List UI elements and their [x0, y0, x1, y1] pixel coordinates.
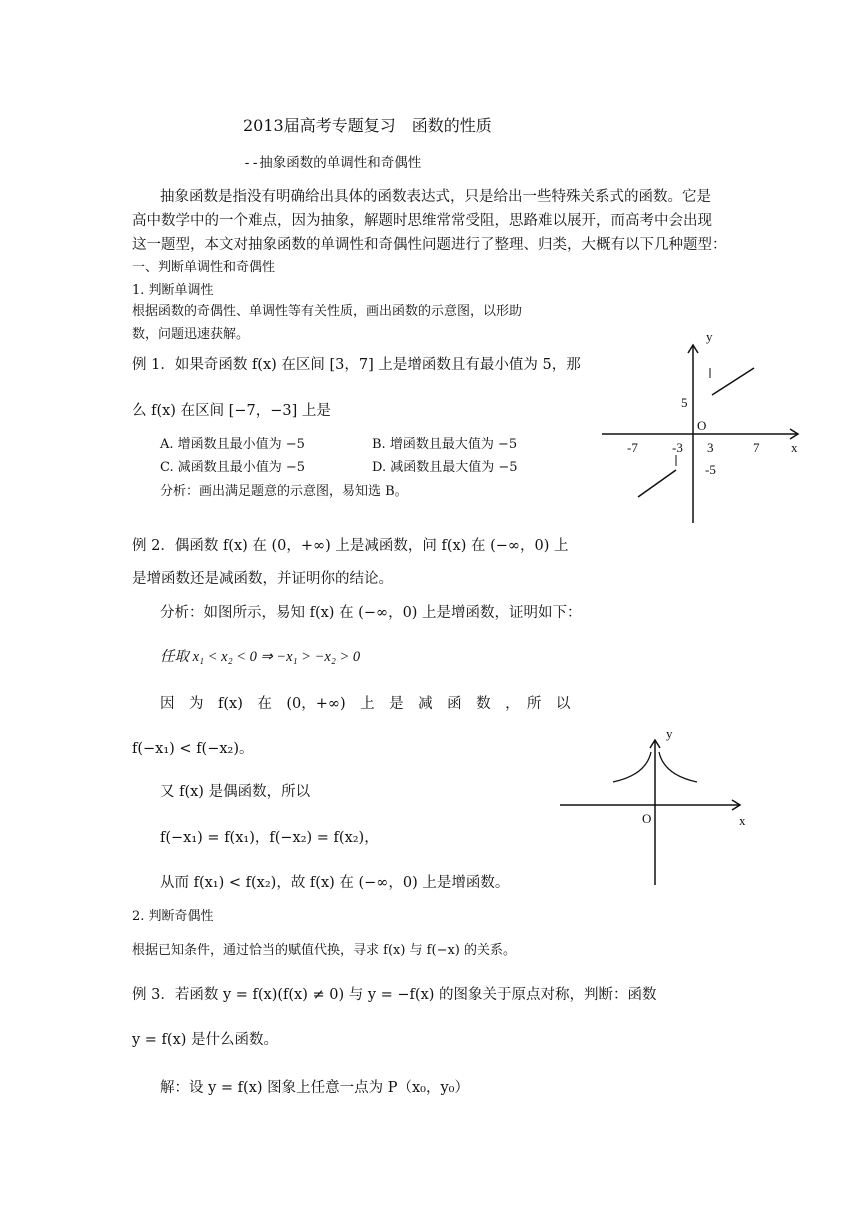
- fig1-x-label: x: [791, 440, 798, 455]
- fig1-segment-positive: [712, 368, 754, 395]
- example-2-step-3: 又 f(x) 是偶函数，所以: [160, 784, 311, 800]
- fig1-tick-label-neg3: -3: [672, 440, 683, 455]
- section-heading-1: 一、判断单调性和奇偶性: [132, 260, 276, 275]
- example-1-line-2: 么 f(x) 在区间 [−7，−3] 上是: [132, 403, 331, 419]
- example-1-option-b: B. 增函数且最大值为 −5: [372, 437, 518, 452]
- example-2-step-1: 任取 x₁ < x₂ < 0 ⇒ −x₁ > −x₂ > 0: [160, 649, 361, 665]
- page-subtitle: --抽象函数的单调性和奇偶性: [243, 155, 422, 171]
- intro-line-3: 这一题型，本文对抽象函数的单调性和奇偶性问题进行了整理、归类，大概有以下几种题型：: [132, 237, 727, 253]
- fig2-curve-left: [613, 752, 651, 782]
- subsection-desc-1b: 数，问题迅速获解。: [132, 327, 250, 342]
- page-title: 2013届高考专题复习 函数的性质: [243, 116, 492, 135]
- intro-line-1: 抽象函数是指没有明确给出具体的函数表达式，只是给出一些特殊关系式的函数。它是: [160, 189, 711, 205]
- example-1-option-a: A. 增函数且最小值为 −5: [160, 437, 305, 452]
- fig2-y-label: y: [666, 726, 673, 741]
- example-2-step-2a: 因 为 f(x) 在 (0，+∞) 上 是 减 函 数 ， 所 以: [160, 696, 571, 712]
- subsection-desc-1a: 根据函数的奇偶性、单调性等有关性质，画出函数的示意图，以形助: [132, 304, 523, 319]
- example-2-step-5: 从而 f(x₁) < f(x₂)，故 f(x) 在 (−∞，0) 上是增函数。: [160, 875, 510, 891]
- fig1-origin-label: O: [697, 418, 707, 433]
- fig1-tick-label-5: 5: [681, 395, 688, 410]
- fig1-tick-label-3: 3: [707, 440, 714, 455]
- subsection-heading-1: 1. 判断单调性: [132, 283, 214, 298]
- example-3-solution: 解：设 y = f(x) 图象上任意一点为 P（x₀，y₀）: [160, 1080, 469, 1096]
- subsection-desc-2: 根据已知条件，通过恰当的赋值代换，寻求 f(x) 与 f(−x) 的关系。: [132, 943, 516, 958]
- fig1-tick-label-7: 7: [753, 440, 760, 455]
- example-3-line-1: 例 3．若函数 y = f(x)(f(x) ≠ 0) 与 y = −f(x) 的图象关于原点对称，判断：函数: [132, 987, 657, 1003]
- example-2-step-4: f(−x₁) = f(x₁)，f(−x₂) = f(x₂)，: [160, 830, 379, 846]
- intro-line-2: 高中数学中的一个难点，因为抽象，解题时思维常常受阻，思路难以展开，而高考中会出现: [132, 213, 712, 229]
- example-2-step-2b: f(−x₁) < f(−x₂)。: [132, 741, 254, 757]
- fig2-origin-label: O: [642, 811, 652, 826]
- example-3-line-2: y = f(x) 是什么函数。: [132, 1032, 279, 1048]
- fig1-tick-label-neg7: -7: [627, 440, 638, 455]
- example-2-analysis: 分析：如图所示，易知 f(x) 在 (−∞，0) 上是增函数，证明如下：: [160, 605, 582, 621]
- subsection-heading-2: 2. 判断奇偶性: [132, 909, 214, 924]
- fig2-x-label: x: [739, 813, 746, 828]
- fig1-y-label: y: [706, 329, 713, 344]
- example-1-option-d: D. 减函数且最大值为 −5: [372, 460, 518, 475]
- example-1-line-1: 例 1．如果奇函数 f(x) 在区间 [3，7] 上是增函数且有最小值为 5，那: [132, 357, 581, 373]
- example-1-analysis: 分析：画出满足题意的示意图，易知选 B。: [160, 484, 408, 499]
- fig1-tick-label-neg5: -5: [705, 462, 716, 477]
- example-2-line-1: 例 2．偶函数 f(x) 在 (0，+∞) 上是减函数，问 f(x) 在 (−∞，0) 上: [132, 538, 569, 554]
- fig1-segment-negative: [638, 470, 676, 497]
- example-2-line-2: 是增函数还是减函数，并证明你的结论。: [132, 571, 393, 587]
- fig2-curve-right: [659, 752, 697, 782]
- example-1-option-c: C. 减函数且最小值为 −5: [160, 460, 306, 475]
